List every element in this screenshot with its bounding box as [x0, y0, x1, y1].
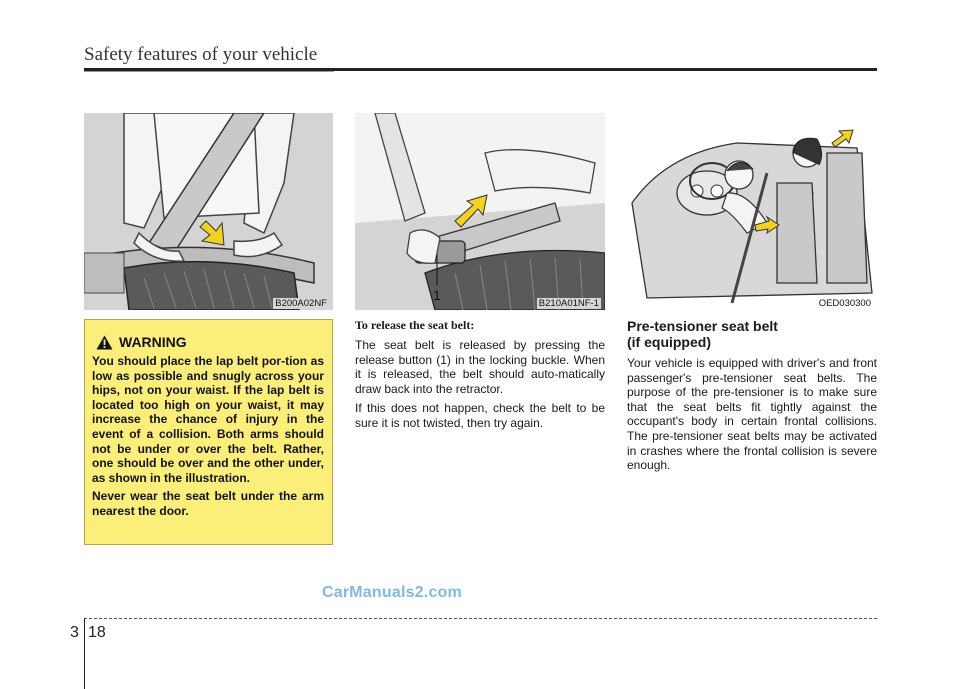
release-paragraph: The seat belt is released by pressing the release button (1) in the locking buckle. When it is released, the belt should auto-matically draw back into the retractor.	[355, 338, 605, 396]
release-heading: To release the seat belt:	[355, 318, 475, 332]
footer-rule	[84, 618, 877, 619]
warning-box	[84, 319, 333, 545]
release-section	[355, 318, 605, 436]
figure-code: OED030300	[818, 298, 871, 309]
figure-release-buckle	[355, 113, 605, 310]
warning-paragraph: Never wear the seat belt under the arm nearest the door.	[92, 489, 324, 518]
warning-paragraph: You should place the lap belt por-tion as low as possible and snugly across your hips, not on your waist. If the lap belt is located too high on your waist, it may increase the chance of injury in the event of a collision. Both arms should not be under or over the belt. Rather, one should be over and the other under, as shown in the illustration.	[92, 354, 324, 485]
warning-header	[96, 334, 324, 350]
figure-code: B200A02NF	[275, 298, 327, 309]
pretensioner-heading-line1: Pre-tensioner seat belt	[627, 318, 778, 334]
warning-triangle-icon	[96, 335, 113, 350]
warning-title: WARNING	[119, 334, 187, 350]
footer-divider	[84, 618, 85, 689]
watermark-link[interactable]: CarManuals2.com	[322, 584, 462, 601]
chapter-number: 3	[70, 624, 79, 641]
buckle-release-illustration	[355, 113, 605, 310]
figure-pretensioner	[627, 113, 877, 310]
figure-code: B210A01NF-1	[538, 298, 599, 309]
pretensioner-illustration	[627, 113, 877, 310]
callout-number: 1	[433, 287, 441, 303]
pretensioner-paragraph: Your vehicle is equipped with driver's and front passenger's pre-tensioner seat belts. The purpose of the pre-tensioner is to make sure that the seat belts fit tightly against the occupant's body in certain frontal collisions. The pre-tensioner seat belts may be activated in crashes where the frontal collision is severe enough.	[627, 356, 877, 473]
figure-lap-belt-position	[84, 113, 333, 310]
header-rule-accent	[84, 71, 334, 72]
pretensioner-heading	[627, 318, 877, 350]
lap-belt-illustration	[84, 113, 333, 310]
pretensioner-heading-line2: (if equipped)	[627, 334, 711, 350]
pretensioner-section	[627, 318, 877, 478]
page-number: 18	[88, 624, 106, 641]
release-paragraph: If this does not happen, check the belt to be sure it is not twisted, then try again.	[355, 401, 605, 430]
page-header-title: Safety features of your vehicle	[84, 44, 318, 65]
